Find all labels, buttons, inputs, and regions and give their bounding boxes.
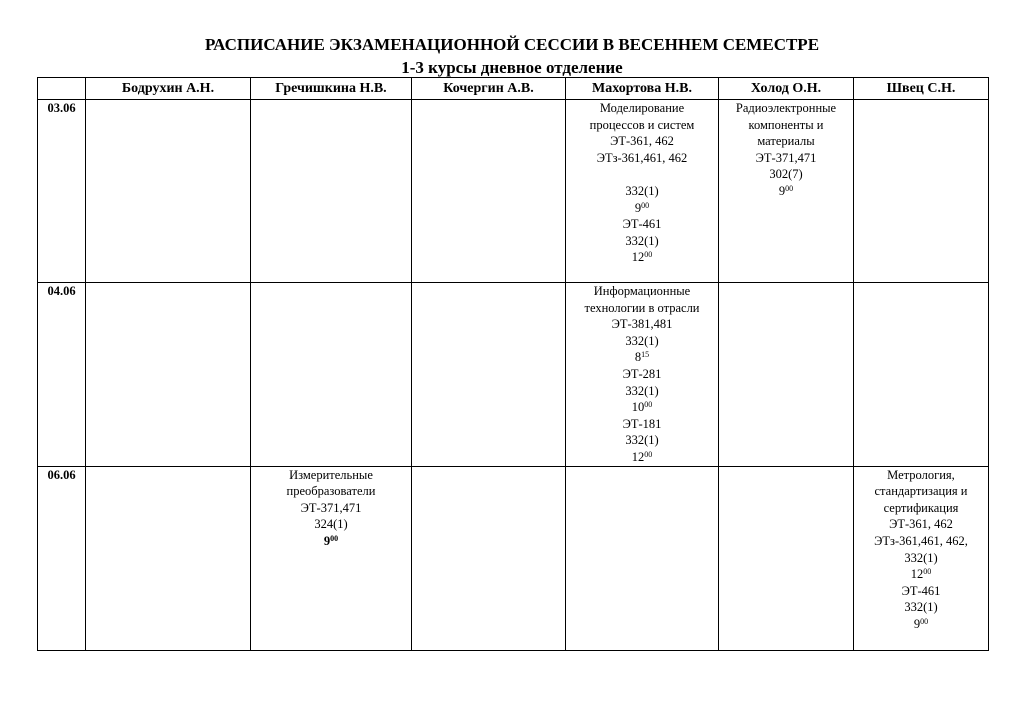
exam-line: $9^{00}$ (913, 616, 929, 631)
time-minutes: 00 (785, 183, 794, 193)
exam-line: 302(7) (769, 167, 803, 182)
exam-line: $8^{15}$ (634, 350, 650, 365)
exam-line: $12^{00}$ (631, 449, 653, 464)
cell-bodrukhin (86, 283, 251, 467)
exam-line: стандартизация и (874, 484, 968, 499)
header-shvets: Швец С.Н. (854, 78, 989, 100)
header-kholod: Холод О.Н. (719, 78, 854, 100)
cell-bodrukhin (86, 100, 251, 283)
exam-line: процессов и систем (589, 117, 695, 132)
exam-line: ЭТ-361, 462 (889, 517, 953, 532)
exam-line: $9^{00}$ (634, 200, 650, 215)
exam-line: $12^{00}$ (631, 250, 653, 265)
schedule-table (37, 77, 989, 651)
exam-line: 324(1) (314, 517, 348, 532)
exam-line: 332(1) (625, 183, 659, 198)
exam-line: компоненты и (748, 117, 824, 132)
header-bodrukhin: Бодрухин А.Н. (86, 78, 251, 100)
exam-line: Моделирование (599, 101, 685, 115)
cell-shvets (854, 466, 989, 650)
cell-kholod (719, 283, 854, 467)
header-grechishkina: Гречишкина Н.В. (251, 78, 412, 100)
exam-line: $9^{00}$ (323, 533, 339, 548)
time-minutes: 00 (644, 400, 653, 410)
exam-line: 332(1) (625, 333, 659, 348)
exam-line: сертификация (883, 500, 959, 515)
exam-line: ЭТ-461 (622, 217, 662, 232)
exam-line: материалы (757, 134, 815, 149)
time-minutes: 00 (923, 567, 932, 577)
exam-line: ЭТ-381,481 (611, 317, 673, 332)
exam-line: Метрология, (887, 467, 955, 482)
exam-line: ЭТз-361,461, 462 (596, 150, 688, 165)
exam-line: Измерительные (289, 467, 373, 482)
cell-kochergin (412, 283, 566, 467)
date-cell: 04.06 (38, 283, 86, 467)
exam-line: технологии в отрасли (584, 300, 700, 315)
exam-line: $10^{00}$ (631, 400, 653, 415)
time-minutes: 15 (641, 350, 650, 360)
cell-makhortova (566, 283, 719, 467)
time-minutes: 00 (644, 250, 653, 260)
cell-makhortova (566, 466, 719, 650)
exam-line: ЭТ-281 (622, 366, 662, 381)
header-date (38, 78, 86, 100)
exam-line: 332(1) (904, 550, 938, 565)
cell-kochergin (412, 100, 566, 283)
exam-line: 332(1) (625, 233, 659, 248)
cell-bodrukhin (86, 466, 251, 650)
time-minutes: 00 (330, 533, 339, 543)
cell-shvets (854, 283, 989, 467)
cell-makhortova (566, 100, 719, 283)
cell-kholod (719, 100, 854, 283)
table-row (38, 283, 989, 467)
exam-line: ЭТ-371,471 (300, 500, 362, 515)
exam-line: ЭТ-461 (901, 583, 941, 598)
time-minutes: 00 (641, 200, 650, 210)
cell-grechishkina (251, 283, 412, 467)
table-row (38, 466, 989, 650)
exam-line: ЭТз-361,461, 462, (874, 533, 968, 548)
cell-grechishkina (251, 466, 412, 650)
exam-line: 332(1) (625, 383, 659, 398)
exam-line: ЭТ-181 (622, 416, 662, 431)
time-minutes: 00 (920, 616, 929, 626)
date-cell: 03.06 (38, 100, 86, 283)
exam-line: преобразователи (286, 484, 376, 499)
exam-line: Информационные (593, 284, 691, 298)
exam-line: $12^{00}$ (910, 567, 932, 582)
header-makhortova: Махортова Н.В. (566, 78, 719, 100)
cell-grechishkina (251, 100, 412, 283)
exam-line: 332(1) (904, 600, 938, 615)
header-row (38, 78, 989, 100)
date-cell: 06.06 (38, 466, 86, 650)
time-minutes: 00 (644, 449, 653, 459)
cell-kochergin (412, 466, 566, 650)
page-subtitle: 1-3 курсы дневное отделение (401, 58, 623, 77)
exam-line (566, 166, 718, 183)
cell-shvets (854, 100, 989, 283)
header-kochergin: Кочергин А.В. (412, 78, 566, 100)
exam-line: ЭТ-361, 462 (610, 134, 674, 149)
exam-line: ЭТ-371,471 (755, 150, 817, 165)
exam-line: 332(1) (625, 433, 659, 448)
page-title: РАСПИСАНИЕ ЭКЗАМЕНАЦИОННОЙ СЕССИИ В ВЕСЕННЕМ СЕМЕСТРЕ (204, 35, 820, 54)
table-row (38, 100, 989, 283)
cell-kholod (719, 466, 854, 650)
exam-line: Радиоэлектронные (735, 101, 837, 115)
exam-line: $9^{00}$ (778, 183, 794, 198)
